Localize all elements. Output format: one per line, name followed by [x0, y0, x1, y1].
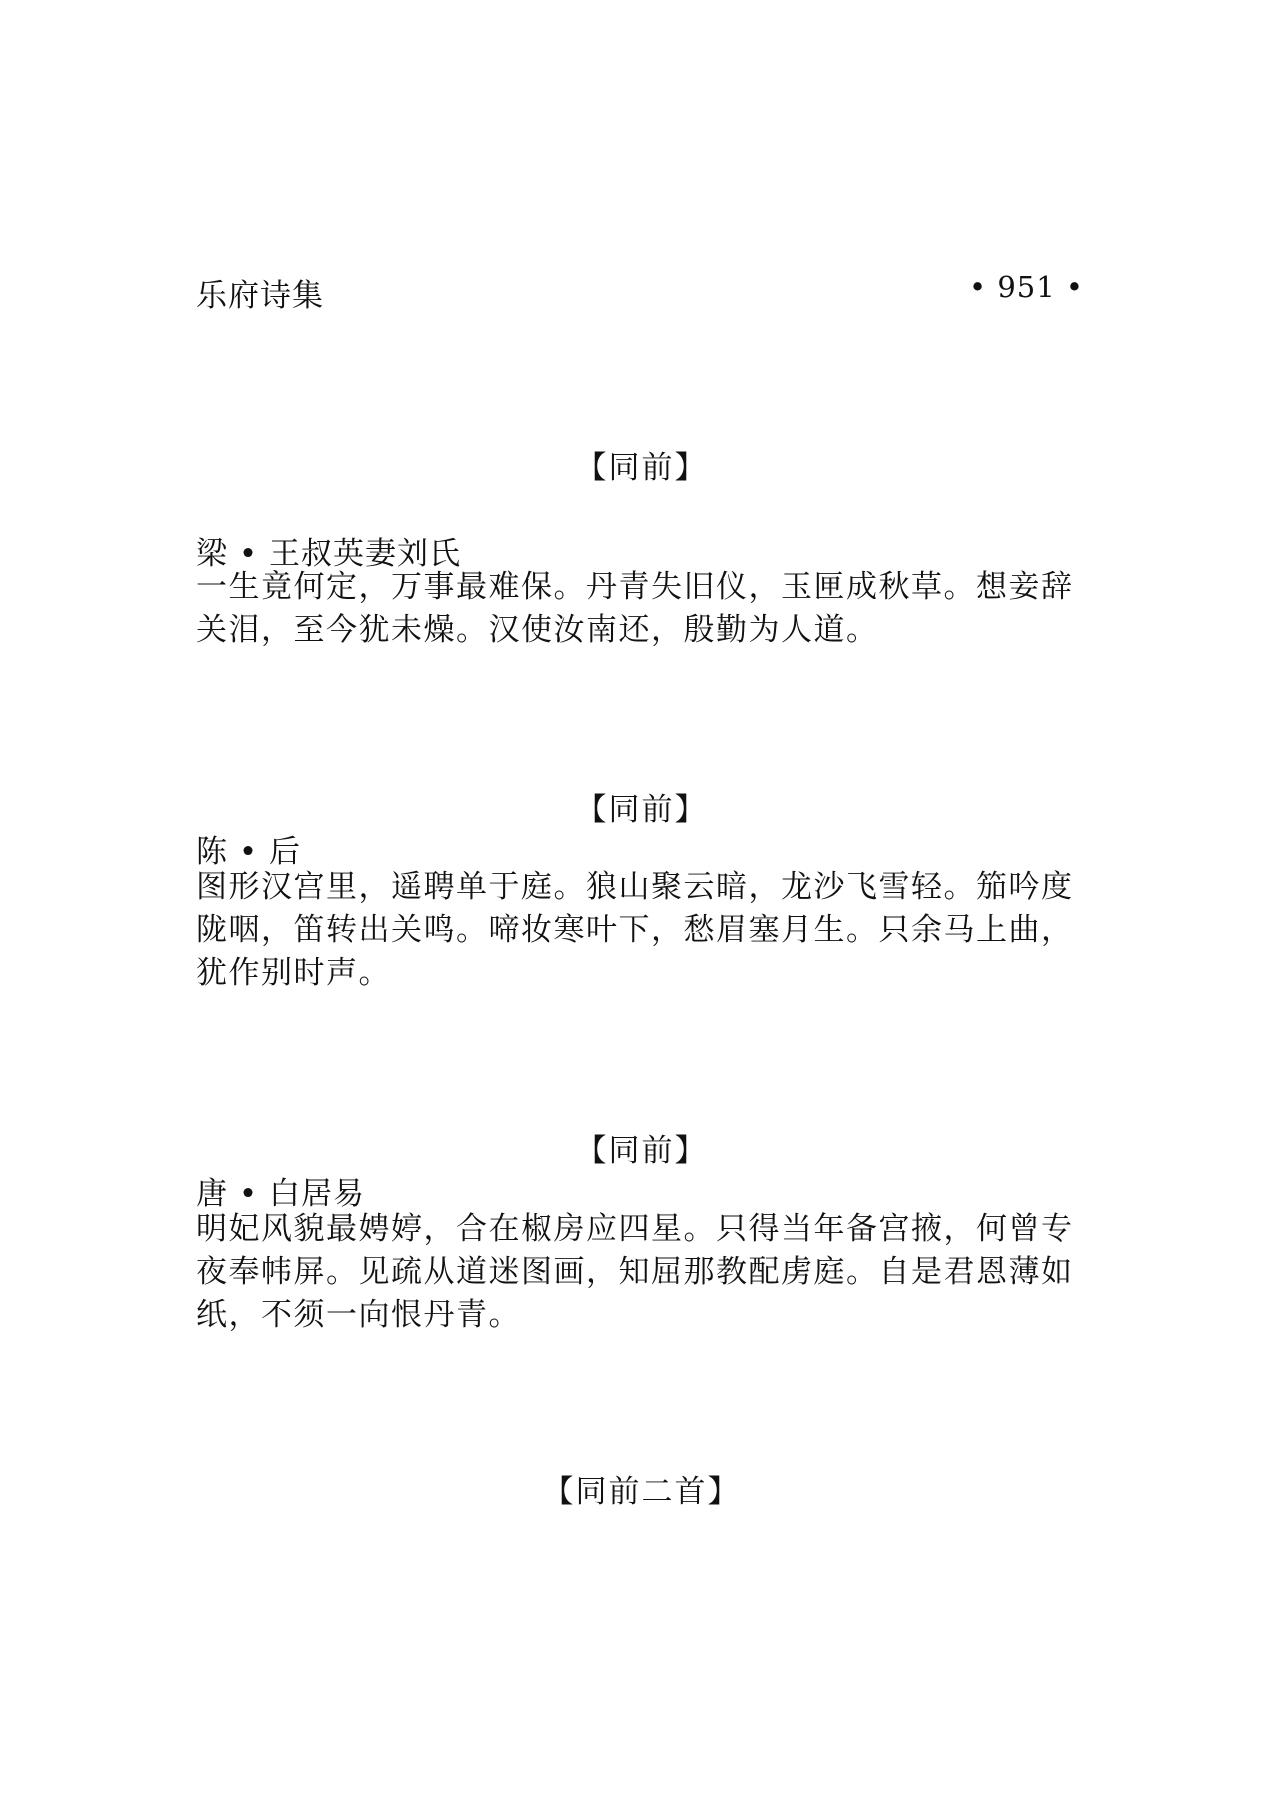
poem-line: 关泪，至今犹未燥。汉使汝南还，殷勤为人道。 [196, 612, 879, 648]
book-title: 乐府诗集 [196, 278, 324, 314]
poem-line: 犹作别时声。 [196, 955, 391, 991]
section-heading: 【同前】 [575, 450, 708, 486]
poem-line: 纸，不须一向恨丹青。 [196, 1297, 521, 1333]
poem-author: 梁 • 王叔英妻刘氏 [196, 536, 461, 572]
section-heading: 【同前】 [575, 1133, 708, 1169]
section-heading: 【同前】 [575, 792, 708, 828]
poem-author: 陈 • 后 [196, 834, 301, 870]
poem-text [196, 866, 1096, 995]
poem-text [196, 566, 1096, 652]
poem-author: 唐 • 白居易 [196, 1176, 365, 1212]
page-header [196, 270, 1084, 314]
poem-line: 一生竟何定，万事最难保。丹青失旧仪，玉匣成秋草。想妾辞 [196, 569, 1074, 605]
section-heading: 【同前二首】 [542, 1474, 741, 1510]
poem-line: 夜奉帏屏。见疏从道迷图画，知屈那教配虏庭。自是君恩薄如 [196, 1254, 1074, 1290]
poem-line: 明妃风貌最娉婷，合在椒房应四星。只得当年备宫掖，何曾专 [196, 1211, 1074, 1247]
poem-line: 图形汉宫里，遥聘单于庭。狼山聚云暗，龙沙飞雪轻。笳吟度 [196, 869, 1074, 905]
poem-line: 陇咽，笛转出关鸣。啼妆寒叶下，愁眉塞月生。只余马上曲， [196, 912, 1074, 948]
page-number: • 951 • [969, 270, 1084, 304]
poem-text [196, 1208, 1096, 1337]
